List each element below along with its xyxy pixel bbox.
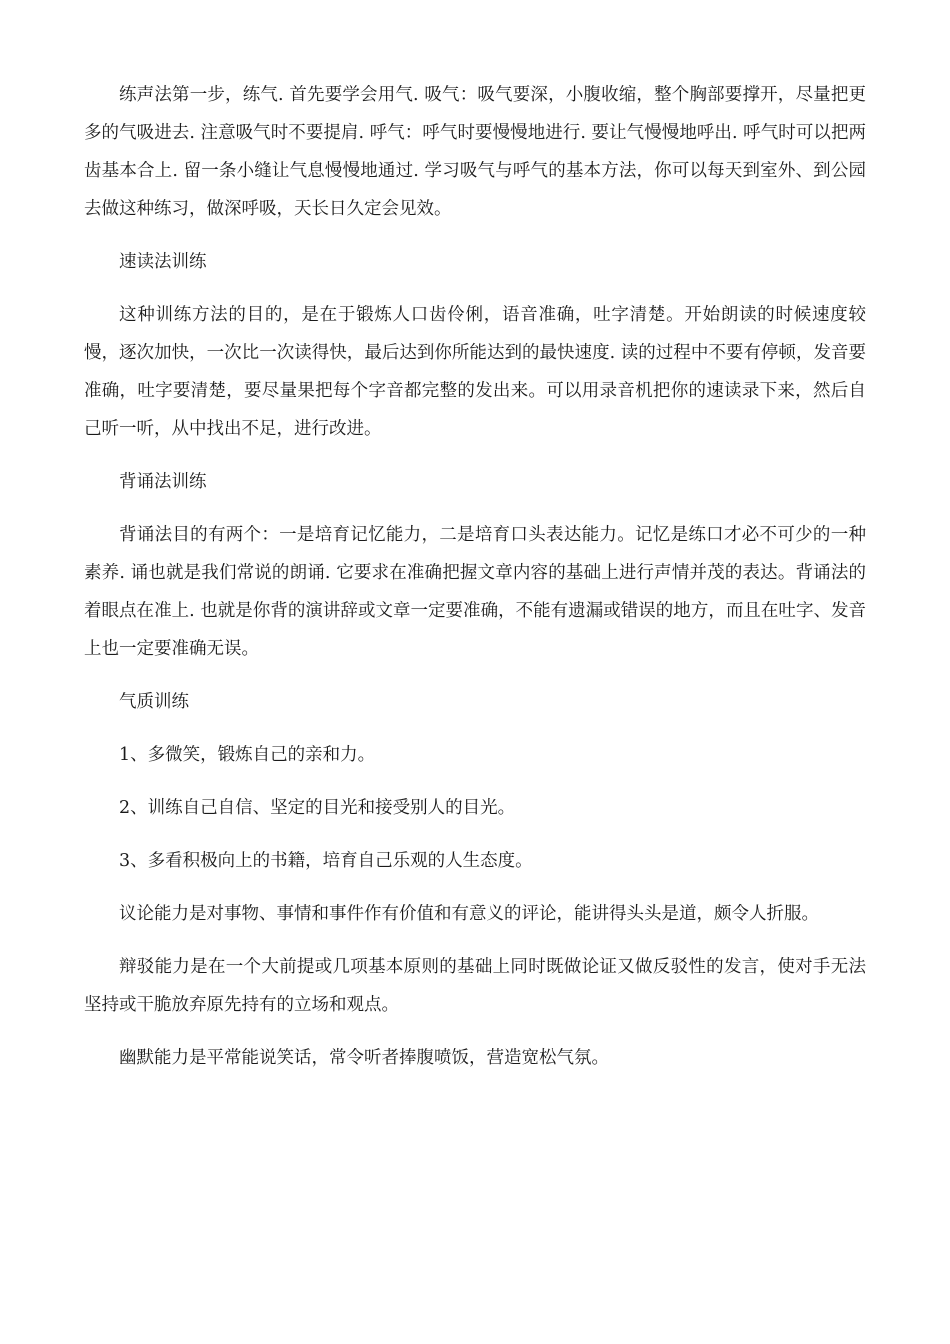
list-item-gaze: 2、训练自己自信、坚定的目光和接受别人的目光。 bbox=[119, 798, 516, 818]
paragraph-humor-ability: 幽默能力是平常能说笑话，常令听者捧腹喷饭，营造宽松气氛。 bbox=[119, 1048, 609, 1068]
list-item-books: 3、多看积极向上的书籍，培育自己乐观的人生态度。 bbox=[119, 851, 533, 871]
list-item-smile: 1、多微笑，锻炼自己的亲和力。 bbox=[119, 745, 376, 765]
heading-recitation: 背诵法训练 bbox=[119, 472, 207, 492]
paragraph-argument-ability: 议论能力是对事物、事情和事件作有价值和有意义的评论，能讲得头头是道，颇令人折服。 bbox=[119, 904, 819, 924]
heading-temperament: 气质训练 bbox=[119, 692, 189, 712]
heading-speed-reading: 速读法训练 bbox=[119, 252, 207, 272]
paragraph-rebuttal-ability: 辩驳能力是在一个大前提或几项基本原则的基础上同时既做论证又做反驳性的发言，使对手无法坚持或干脆放弃原先持有的立场和观点。 bbox=[84, 957, 866, 1015]
paragraph-breathing-practice: 练声法第一步，练气. 首先要学会用气. 吸气：吸气要深，小腹收缩，整个胸部要撑开，尽量把更多的气吸进去. 注意吸气时不要提肩. 呼气：呼气时要慢慢地进行. 要让气慢慢地呼出. 呼气时可以把两齿基本合上. 留一条小缝让气息慢慢地通过. 学习吸气与呼气的基本方法，你可以每天到室外、到公园去做这种练习，做深呼吸，天长日久定会见效。 bbox=[84, 85, 866, 219]
paragraph-speed-reading: 这种训练方法的目的，是在于锻炼人口齿伶俐，语音准确，吐字清楚。开始朗读的时候速度较慢，逐次加快，一次比一次读得快，最后达到你所能达到的最快速度. 读的过程中不要有停顿，发音要准确，吐字要清楚，要尽量果把每个字音都完整的发出来。可以用录音机把你的速读录下来，然后自己听一听，从中找出不足，进行改进。 bbox=[84, 305, 866, 439]
paragraph-recitation: 背诵法目的有两个：一是培育记忆能力，二是培育口头表达能力。记忆是练口才必不可少的一种素养. 诵也就是我们常说的朗诵. 它要求在准确把握文章内容的基础上进行声情并茂的表达。背诵法的着眼点在准上. 也就是你背的演讲辞或文章一定要准确，不能有遗漏或错误的地方，而且在吐字、发音上也一定要准确无误。 bbox=[84, 525, 866, 659]
